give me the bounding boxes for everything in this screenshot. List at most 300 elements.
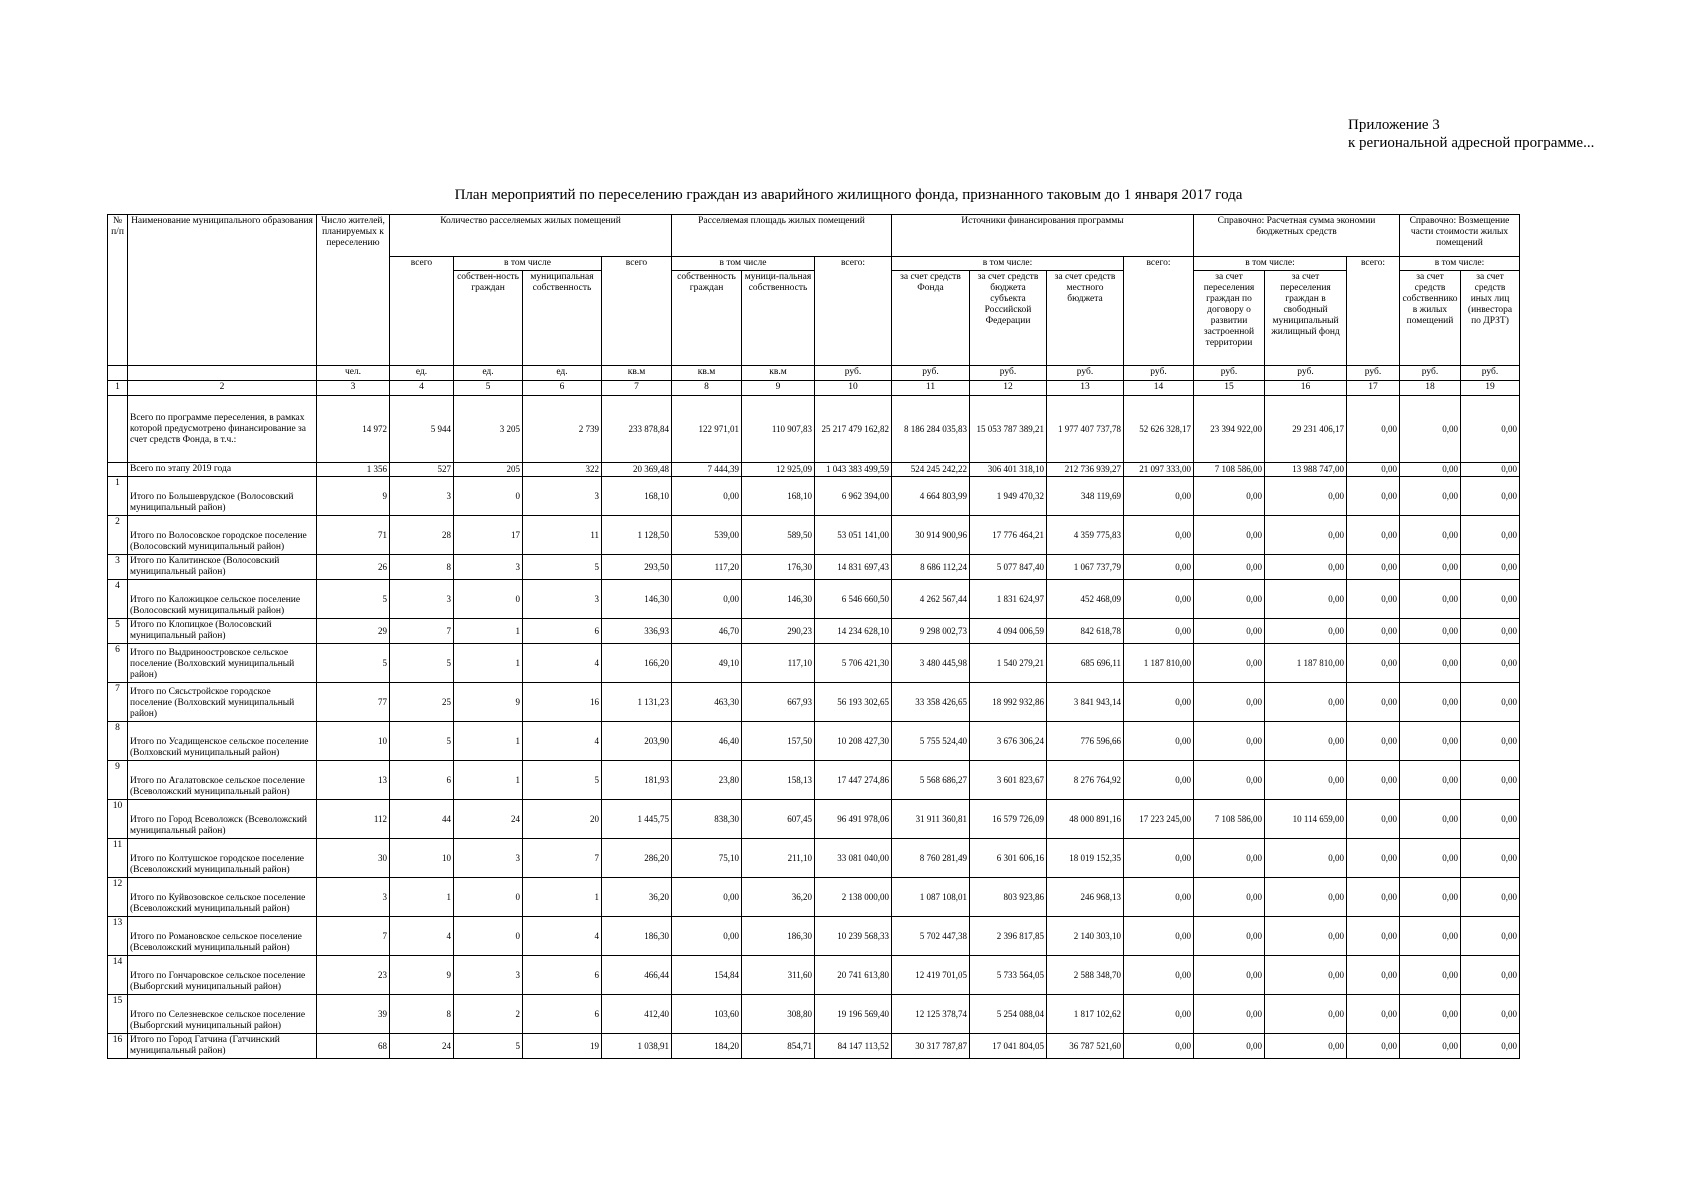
value-cell: 0,00	[1265, 580, 1347, 619]
value-cell: 463,30	[672, 683, 742, 722]
value-cell: 0,00	[1265, 917, 1347, 956]
value-cell: 17 447 274,86	[815, 761, 892, 800]
value-cell: 23	[317, 956, 390, 995]
table-row	[108, 1034, 1520, 1059]
value-cell: 1	[454, 722, 523, 761]
value-cell: 25	[390, 683, 454, 722]
value-cell: 77	[317, 683, 390, 722]
value-cell: 0,00	[672, 917, 742, 956]
value-cell: 1	[390, 878, 454, 917]
table-row	[108, 580, 1520, 619]
value-cell: 1 831 624,97	[970, 580, 1047, 619]
value-cell: 286,20	[602, 839, 672, 878]
value-cell: 117,10	[742, 644, 815, 683]
value-cell: 46,40	[672, 722, 742, 761]
value-cell: 524 245 242,22	[892, 463, 970, 477]
value-cell: 0,00	[1194, 995, 1265, 1034]
header-area-including: в том числе	[672, 257, 815, 271]
value-cell: 0,00	[1461, 396, 1520, 463]
value-cell: 3	[454, 555, 523, 580]
value-cell: 0,00	[1194, 683, 1265, 722]
unit-cell: ед.	[454, 366, 523, 381]
value-cell: 0,00	[1124, 477, 1194, 516]
row-number: 16	[108, 1034, 128, 1059]
value-cell: 68	[317, 1034, 390, 1059]
value-cell: 20	[523, 800, 602, 839]
value-cell: 7 108 586,00	[1194, 800, 1265, 839]
row-number: 14	[108, 956, 128, 995]
header-area-group: Расселяемая площадь жилых помещений	[672, 215, 892, 257]
value-cell: 1 540 279,21	[970, 644, 1047, 683]
value-cell: 0,00	[1194, 477, 1265, 516]
value-cell: 5	[523, 555, 602, 580]
column-number: 11	[892, 381, 970, 396]
value-cell: 589,50	[742, 516, 815, 555]
value-cell: 3 601 823,67	[970, 761, 1047, 800]
header-area-municipal: муници-пальная собственность	[742, 271, 815, 366]
value-cell: 186,30	[602, 917, 672, 956]
municipality-name: Итого по Сясьстройское городское поселение (Волховский муниципальный район)	[128, 683, 317, 722]
table-row	[108, 396, 1520, 463]
value-cell: 0,00	[1347, 396, 1400, 463]
municipality-name: Итого по Город Гатчина (Гатчинский муниципальный район)	[128, 1034, 317, 1059]
value-cell: 838,30	[672, 800, 742, 839]
value-cell: 23 394 922,00	[1194, 396, 1265, 463]
value-cell: 0,00	[1347, 839, 1400, 878]
value-cell: 181,93	[602, 761, 672, 800]
value-cell: 4	[523, 722, 602, 761]
value-cell: 4	[523, 917, 602, 956]
header-fund: за счет средств Фонда	[892, 271, 970, 366]
value-cell: 0,00	[1124, 516, 1194, 555]
value-cell: 1 087 108,01	[892, 878, 970, 917]
value-cell: 1 067 737,79	[1047, 555, 1124, 580]
value-cell: 0,00	[1265, 555, 1347, 580]
value-cell: 84 147 113,52	[815, 1034, 892, 1059]
value-cell: 776 596,66	[1047, 722, 1124, 761]
value-cell: 6	[523, 956, 602, 995]
table-row	[108, 878, 1520, 917]
value-cell: 0,00	[1194, 644, 1265, 683]
header-municipal-own: муниципальная собственность	[523, 271, 602, 366]
header-count-total: всего	[390, 257, 454, 366]
row-number: 10	[108, 800, 128, 839]
value-cell: 8 760 281,49	[892, 839, 970, 878]
value-cell: 36,20	[602, 878, 672, 917]
value-cell: 0,00	[1461, 878, 1520, 917]
value-cell: 4 359 775,83	[1047, 516, 1124, 555]
units-row	[108, 366, 1520, 381]
unit-cell: руб.	[1124, 366, 1194, 381]
table-row	[108, 761, 1520, 800]
row-number: 1	[108, 477, 128, 516]
value-cell: 0,00	[1347, 580, 1400, 619]
value-cell: 452 468,09	[1047, 580, 1124, 619]
value-cell: 1 131,23	[602, 683, 672, 722]
value-cell: 0,00	[1461, 761, 1520, 800]
value-cell: 0,00	[1461, 463, 1520, 477]
value-cell: 0,00	[1194, 580, 1265, 619]
value-cell: 96 491 978,06	[815, 800, 892, 839]
value-cell: 0,00	[1194, 917, 1265, 956]
value-cell: 6	[523, 995, 602, 1034]
row-number: 11	[108, 839, 128, 878]
value-cell: 36 787 521,60	[1047, 1034, 1124, 1059]
unit-cell: руб.	[1347, 366, 1400, 381]
value-cell: 25 217 479 162,82	[815, 396, 892, 463]
value-cell: 5	[317, 580, 390, 619]
header-residents: Число жителей, планируемых к переселению	[317, 215, 390, 366]
header-savings-including: в том числе:	[1194, 257, 1347, 271]
value-cell: 0,00	[1461, 1034, 1520, 1059]
value-cell: 0,00	[1124, 619, 1194, 644]
value-cell: 412,40	[602, 995, 672, 1034]
value-cell: 14 234 628,10	[815, 619, 892, 644]
value-cell: 0,00	[1194, 555, 1265, 580]
column-number: 14	[1124, 381, 1194, 396]
value-cell: 17 776 464,21	[970, 516, 1047, 555]
table-row	[108, 555, 1520, 580]
value-cell: 157,50	[742, 722, 815, 761]
value-cell: 0,00	[1400, 839, 1461, 878]
value-cell: 1 187 810,00	[1124, 644, 1194, 683]
header-fin-total: всего:	[815, 257, 892, 366]
table-row	[108, 644, 1520, 683]
table-row	[108, 683, 1520, 722]
value-cell: 0,00	[1400, 477, 1461, 516]
value-cell: 16	[523, 683, 602, 722]
header-savings-group: Справочно: Расчетная сумма экономии бюджетных средств	[1194, 215, 1400, 257]
value-cell: 0,00	[1347, 516, 1400, 555]
value-cell: 205	[454, 463, 523, 477]
value-cell: 0,00	[1194, 516, 1265, 555]
municipality-name: Итого по Волосовское городское поселение (Волосовский муниципальный район)	[128, 516, 317, 555]
value-cell: 322	[523, 463, 602, 477]
header-count-group: Количество расселяемых жилых помещений	[390, 215, 672, 257]
value-cell: 49,10	[672, 644, 742, 683]
column-number: 17	[1347, 381, 1400, 396]
value-cell: 7	[523, 839, 602, 878]
value-cell: 112	[317, 800, 390, 839]
value-cell: 13 988 747,00	[1265, 463, 1347, 477]
value-cell: 28	[390, 516, 454, 555]
value-cell: 17 223 245,00	[1124, 800, 1194, 839]
header-local-budget: за счет средств местного бюджета	[1047, 271, 1124, 366]
header-fin-including: в том числе:	[892, 257, 1124, 271]
value-cell: 110 907,83	[742, 396, 815, 463]
row-number: 8	[108, 722, 128, 761]
value-cell: 0,00	[1347, 878, 1400, 917]
header-subject-budget: за счет средств бюджета субъекта Российской Федерации	[970, 271, 1047, 366]
value-cell: 17	[454, 516, 523, 555]
value-cell: 158,13	[742, 761, 815, 800]
value-cell: 0,00	[1265, 516, 1347, 555]
value-cell: 16 579 726,09	[970, 800, 1047, 839]
value-cell: 1 977 407 737,78	[1047, 396, 1124, 463]
value-cell: 0,00	[1400, 956, 1461, 995]
value-cell: 0,00	[1347, 722, 1400, 761]
value-cell: 0	[454, 477, 523, 516]
value-cell: 56 193 302,65	[815, 683, 892, 722]
value-cell: 0,00	[1265, 477, 1347, 516]
value-cell: 1	[454, 619, 523, 644]
value-cell: 5 254 088,04	[970, 995, 1047, 1034]
column-numbers-row	[108, 381, 1520, 396]
value-cell: 0,00	[1347, 917, 1400, 956]
value-cell: 15 053 787 389,21	[970, 396, 1047, 463]
value-cell: 4	[523, 644, 602, 683]
value-cell: 10 239 568,33	[815, 917, 892, 956]
unit-cell: руб.	[1047, 366, 1124, 381]
value-cell: 3	[317, 878, 390, 917]
header-compensation-group: Справочно: Возмещение части стоимости жилых помещений	[1400, 215, 1520, 257]
value-cell: 0,00	[1400, 644, 1461, 683]
value-cell: 0,00	[1124, 878, 1194, 917]
row-number: 13	[108, 917, 128, 956]
value-cell: 19	[523, 1034, 602, 1059]
table-row	[108, 917, 1520, 956]
value-cell: 0,00	[1400, 1034, 1461, 1059]
value-cell: 0	[454, 580, 523, 619]
value-cell: 7	[317, 917, 390, 956]
column-number: 16	[1265, 381, 1347, 396]
value-cell: 8 686 112,24	[892, 555, 970, 580]
unit-cell: руб.	[815, 366, 892, 381]
value-cell: 154,84	[672, 956, 742, 995]
value-cell: 211,10	[742, 839, 815, 878]
value-cell: 30 317 787,87	[892, 1034, 970, 1059]
value-cell: 203,90	[602, 722, 672, 761]
row-number	[108, 396, 128, 463]
value-cell: 5	[390, 722, 454, 761]
value-cell: 168,10	[742, 477, 815, 516]
row-number: 12	[108, 878, 128, 917]
value-cell: 4 094 006,59	[970, 619, 1047, 644]
municipality-name: Итого по Романовское сельское поселение (Всеволожский муниципальный район)	[128, 917, 317, 956]
value-cell: 20 369,48	[602, 463, 672, 477]
document-title: План мероприятий по переселению граждан из аварийного жилищного фонда, признанного таковым до 1 января 2017 года	[454, 187, 1243, 203]
resettlement-plan-table	[107, 214, 1520, 1059]
value-cell: 6 301 606,16	[970, 839, 1047, 878]
value-cell: 1 187 810,00	[1265, 644, 1347, 683]
municipality-name: Всего по этапу 2019 года	[128, 463, 317, 477]
value-cell: 17 041 804,05	[970, 1034, 1047, 1059]
value-cell: 0,00	[1265, 683, 1347, 722]
value-cell: 2 739	[523, 396, 602, 463]
column-number: 19	[1461, 381, 1520, 396]
value-cell: 3	[454, 956, 523, 995]
value-cell: 0,00	[1194, 761, 1265, 800]
value-cell: 5	[390, 644, 454, 683]
value-cell: 667,93	[742, 683, 815, 722]
header-savings-total: всего:	[1124, 257, 1194, 366]
value-cell: 0,00	[1347, 619, 1400, 644]
appendix-line-1: Приложение 3	[1348, 117, 1440, 133]
value-cell: 1	[523, 878, 602, 917]
row-number	[108, 463, 128, 477]
value-cell: 1	[454, 761, 523, 800]
value-cell: 5 706 421,30	[815, 644, 892, 683]
row-number: 4	[108, 580, 128, 619]
unit-cell: руб.	[970, 366, 1047, 381]
value-cell: 8 276 764,92	[1047, 761, 1124, 800]
value-cell: 2 140 303,10	[1047, 917, 1124, 956]
value-cell: 5 733 564,05	[970, 956, 1047, 995]
municipality-name: Итого по Усадищенское сельское поселение (Волховский муниципальный район)	[128, 722, 317, 761]
value-cell: 18 992 932,86	[970, 683, 1047, 722]
value-cell: 2 396 817,85	[970, 917, 1047, 956]
value-cell: 0,00	[1347, 800, 1400, 839]
row-number: 9	[108, 761, 128, 800]
table-row	[108, 463, 1520, 477]
column-number: 2	[128, 381, 317, 396]
value-cell: 71	[317, 516, 390, 555]
table-row	[108, 722, 1520, 761]
value-cell: 9 298 002,73	[892, 619, 970, 644]
row-number: 3	[108, 555, 128, 580]
value-cell: 0,00	[1265, 956, 1347, 995]
value-cell: 0,00	[1461, 580, 1520, 619]
value-cell: 0,00	[1347, 1034, 1400, 1059]
row-number: 2	[108, 516, 128, 555]
header-financing-group: Источники финансирования программы	[892, 215, 1194, 257]
value-cell: 29	[317, 619, 390, 644]
unit-cell: руб.	[1461, 366, 1520, 381]
unit-cell: кв.м	[602, 366, 672, 381]
value-cell: 311,60	[742, 956, 815, 995]
value-cell: 3	[523, 477, 602, 516]
value-cell: 10 114 659,00	[1265, 800, 1347, 839]
value-cell: 1 356	[317, 463, 390, 477]
value-cell: 7 444,39	[672, 463, 742, 477]
municipality-name: Итого по Колтушское городское поселение (Всеволожский муниципальный район)	[128, 839, 317, 878]
value-cell: 1 445,75	[602, 800, 672, 839]
value-cell: 1 128,50	[602, 516, 672, 555]
row-number: 7	[108, 683, 128, 722]
value-cell: 5 944	[390, 396, 454, 463]
value-cell: 12 125 378,74	[892, 995, 970, 1034]
value-cell: 7	[390, 619, 454, 644]
municipality-name: Итого по Клопицкое (Волосовский муниципальный район)	[128, 619, 317, 644]
value-cell: 607,45	[742, 800, 815, 839]
value-cell: 31 911 360,81	[892, 800, 970, 839]
value-cell: 0,00	[1461, 644, 1520, 683]
unit-cell: руб.	[1194, 366, 1265, 381]
value-cell: 75,10	[672, 839, 742, 878]
value-cell: 6 546 660,50	[815, 580, 892, 619]
value-cell: 0,00	[1461, 619, 1520, 644]
value-cell: 4 664 803,99	[892, 477, 970, 516]
table-row	[108, 477, 1520, 516]
column-number: 5	[454, 381, 523, 396]
value-cell: 0,00	[1461, 555, 1520, 580]
value-cell: 539,00	[672, 516, 742, 555]
value-cell: 0,00	[1124, 917, 1194, 956]
value-cell: 0,00	[1400, 917, 1461, 956]
value-cell: 0,00	[1400, 683, 1461, 722]
value-cell: 4 262 567,44	[892, 580, 970, 619]
value-cell: 2	[454, 995, 523, 1034]
value-cell: 30	[317, 839, 390, 878]
column-number: 1	[108, 381, 128, 396]
header-name: Наименование муниципального образования	[128, 215, 317, 366]
value-cell: 0,00	[1194, 839, 1265, 878]
value-cell: 0,00	[1194, 956, 1265, 995]
value-cell: 5 755 524,40	[892, 722, 970, 761]
value-cell: 4	[390, 917, 454, 956]
table-row	[108, 619, 1520, 644]
value-cell: 0,00	[1461, 516, 1520, 555]
value-cell: 0,00	[1124, 839, 1194, 878]
municipality-name: Итого по Калитинское (Волосовский муниципальный район)	[128, 555, 317, 580]
table-row	[108, 839, 1520, 878]
value-cell: 103,60	[672, 995, 742, 1034]
value-cell: 39	[317, 995, 390, 1034]
value-cell: 0,00	[1461, 995, 1520, 1034]
value-cell: 21 097 333,00	[1124, 463, 1194, 477]
value-cell: 0,00	[1400, 555, 1461, 580]
table-row	[108, 956, 1520, 995]
value-cell: 0,00	[672, 580, 742, 619]
value-cell: 1	[454, 644, 523, 683]
value-cell: 0,00	[1265, 619, 1347, 644]
unit-cell: чел.	[317, 366, 390, 381]
value-cell: 10 208 427,30	[815, 722, 892, 761]
value-cell: 8	[390, 995, 454, 1034]
value-cell: 0,00	[1124, 995, 1194, 1034]
municipality-name: Итого по Гончаровское сельское поселение (Выборгский муниципальный район)	[128, 956, 317, 995]
value-cell: 5	[317, 644, 390, 683]
value-cell: 184,20	[672, 1034, 742, 1059]
column-number: 3	[317, 381, 390, 396]
value-cell: 0,00	[1347, 995, 1400, 1034]
value-cell: 117,20	[672, 555, 742, 580]
value-cell: 36,20	[742, 878, 815, 917]
header-savings-development: за счет переселения граждан по договору о развитии застроенной территории	[1194, 271, 1265, 366]
value-cell: 0,00	[1400, 580, 1461, 619]
value-cell: 24	[454, 800, 523, 839]
value-cell: 0,00	[1347, 956, 1400, 995]
municipality-name: Итого по Каложицкое сельское поселение (Волосовский муниципальный район)	[128, 580, 317, 619]
value-cell: 1 043 383 499,59	[815, 463, 892, 477]
value-cell: 0,00	[1124, 555, 1194, 580]
value-cell: 0,00	[1400, 463, 1461, 477]
value-cell: 0,00	[1461, 917, 1520, 956]
value-cell: 246 968,13	[1047, 878, 1124, 917]
value-cell: 0,00	[1124, 683, 1194, 722]
value-cell: 0,00	[1347, 555, 1400, 580]
value-cell: 0,00	[1265, 1034, 1347, 1059]
value-cell: 0	[454, 878, 523, 917]
value-cell: 0,00	[1124, 722, 1194, 761]
value-cell: 5 568 686,27	[892, 761, 970, 800]
value-cell: 8	[390, 555, 454, 580]
value-cell: 0,00	[1400, 878, 1461, 917]
value-cell: 0,00	[1347, 683, 1400, 722]
value-cell: 10	[390, 839, 454, 878]
value-cell: 7 108 586,00	[1194, 463, 1265, 477]
value-cell: 527	[390, 463, 454, 477]
value-cell: 0,00	[1347, 761, 1400, 800]
value-cell: 9	[317, 477, 390, 516]
value-cell: 10	[317, 722, 390, 761]
header-comp-total: всего:	[1347, 257, 1400, 366]
value-cell: 48 000 891,16	[1047, 800, 1124, 839]
header-area-own-citizens: собственность граждан	[672, 271, 742, 366]
column-number: 8	[672, 381, 742, 396]
value-cell: 685 696,11	[1047, 644, 1124, 683]
value-cell: 854,71	[742, 1034, 815, 1059]
